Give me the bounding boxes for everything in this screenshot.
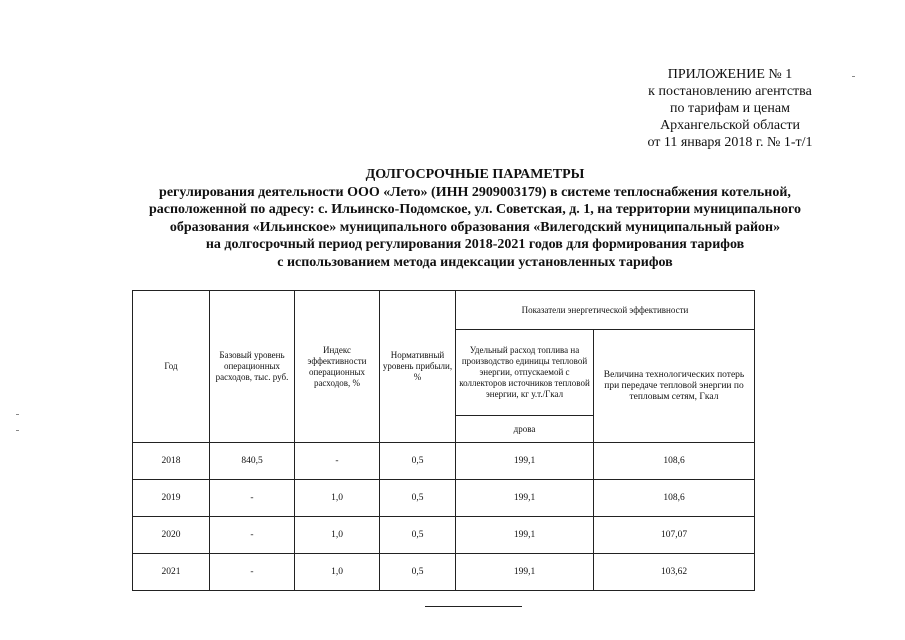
cell-index: 1,0 [295,517,380,554]
header-energy-efficiency: Показатели энергетической эффективности [456,291,755,330]
header-base-costs: Базовый уровень операционных расходов, тыс. руб. [210,291,295,443]
table-row [133,480,755,517]
title-line: образования «Ильинское» муниципального образования «Вилегодский муниципальный район» [169,219,781,235]
appendix-header [560,66,900,151]
cell-base: - [210,554,295,591]
cell-base: - [210,517,295,554]
cell-losses: 108,6 [594,443,755,480]
table-row [133,517,755,554]
cell-fuel: 199,1 [456,554,594,591]
scan-artifact [16,414,19,415]
table-row [133,443,755,480]
appendix-line: Архангельской области [660,118,800,133]
scan-artifact [16,430,19,431]
title-line: на долгосрочный период регулирования 2018-2021 годов для формирования тарифов [205,237,745,252]
table-row [133,554,755,591]
title-line: расположенной по адресу: с. Ильинско-Подомское, ул. Советская, д. 1, на территории муниципального [148,202,802,217]
header-fuel-consumption: Удельный расход топлива на производство единицы тепловой энергии, отпускаемой с коллекторов источников тепловой энергии, кг у.т./Гкал [456,330,594,416]
cell-fuel: 199,1 [456,517,594,554]
cell-fuel: 199,1 [456,480,594,517]
cell-base: 840,5 [210,443,295,480]
header-profit-level: Нормативный уровень прибыли, % [380,291,456,443]
cell-index: - [295,443,380,480]
cell-year: 2018 [133,443,210,480]
cell-index: 1,0 [295,554,380,591]
appendix-line: от 11 января 2018 г. № 1-т/1 [647,135,813,150]
header-fuel-type: дрова [456,416,594,443]
parameters-table [132,290,755,591]
cell-losses: 108,6 [594,480,755,517]
appendix-line: ПРИЛОЖЕНИЕ № 1 [667,67,793,82]
scan-artifact [852,76,855,77]
title-line: регулирования деятельности ООО «Лето» (ИНН 2909003179) в системе теплоснабжения котельной, [159,184,791,200]
cell-year: 2021 [133,554,210,591]
cell-fuel: 199,1 [456,443,594,480]
document-title [90,166,860,271]
appendix-line: к постановлению агентства [648,84,812,99]
cell-base: - [210,480,295,517]
title-heading: ДОЛГОСРОЧНЫЕ ПАРАМЕТРЫ [365,167,585,182]
appendix-line: по тарифам и ценам [670,101,790,116]
footer-divider [425,606,522,607]
cell-index: 1,0 [295,480,380,517]
cell-year: 2019 [133,480,210,517]
cell-profit: 0,5 [380,554,456,591]
title-line: с использованием метода индексации установленных тарифов [277,254,673,270]
cell-profit: 0,5 [380,517,456,554]
cell-profit: 0,5 [380,443,456,480]
header-efficiency-index: Индекс эффективности операционных расходов, % [295,291,380,443]
header-heat-losses: Величина технологических потерь при передаче тепловой энергии по тепловым сетям, Гкал [594,330,755,443]
cell-losses: 103,62 [594,554,755,591]
cell-profit: 0,5 [380,480,456,517]
header-year: Год [133,291,210,443]
cell-year: 2020 [133,517,210,554]
cell-losses: 107,07 [594,517,755,554]
